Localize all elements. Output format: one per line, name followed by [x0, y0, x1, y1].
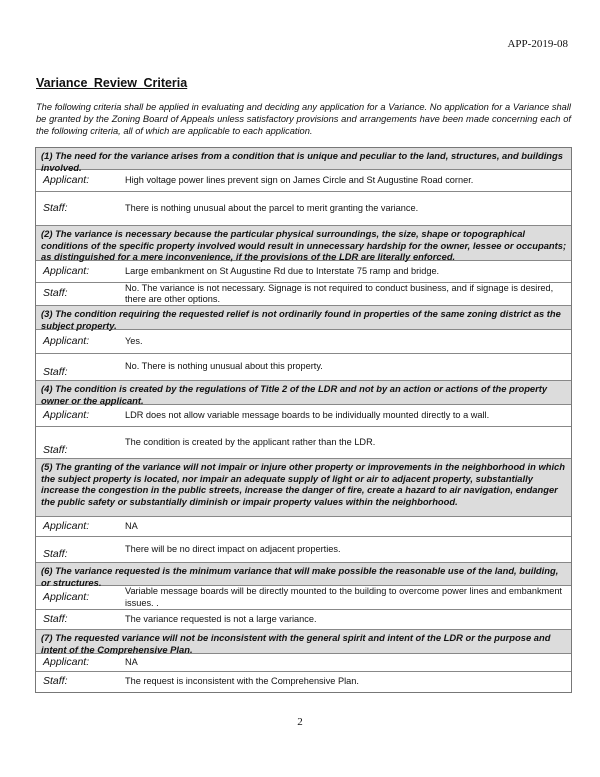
staff-label: Staff:: [43, 547, 68, 560]
applicant-label: Applicant:: [43, 655, 90, 668]
applicant-row: [36, 517, 571, 537]
staff-response: The request is inconsistent with the Comprehensive Plan.: [125, 676, 359, 687]
criteria-table: [35, 147, 572, 693]
criterion-heading: (1) The need for the variance arises from a condition that is unique and peculiar to the land, structures, and buildings involved.: [36, 148, 571, 170]
applicant-label: Applicant:: [43, 408, 90, 421]
staff-label: Staff:: [43, 201, 68, 214]
document-id: APP-2019-08: [507, 38, 568, 50]
page-number: 2: [297, 716, 303, 728]
applicant-row: [36, 586, 571, 610]
criterion-heading: (6) The variance requested is the minimum variance that will make possible the reasonable use of the land, building, or structures.: [36, 563, 571, 586]
staff-row: [36, 537, 571, 563]
applicant-response: Variable message boards will be directly mounted to the building to overcome power lines and embankment issues. .: [125, 586, 562, 608]
criterion-heading: (2) The variance is necessary because the particular physical surroundings, the size, shape or topographical conditions of the specific property involved would result in unnecessary hardship for the owner, lessee or occupants; as distinguished for a mere inconvenience, if the provisions of the LDR are literally enforced.: [36, 226, 571, 261]
applicant-response: NA: [125, 656, 138, 667]
staff-row: [36, 427, 571, 459]
applicant-row: [36, 654, 571, 672]
criterion-heading: (5) The granting of the variance will not impair or injure other property or improvements in the neighborhood in which the subject property is located, nor impair an adequate supply of light or air to adjacent property, substantially increase the congestion in the public streets, increase the danger of fire, create a hazard to air navigation, endanger the public safety or substantially diminish or impair property values within the neighborhood.: [36, 459, 571, 517]
applicant-row: [36, 405, 571, 427]
staff-row: [36, 192, 571, 226]
staff-response: There is nothing unusual about the parcel to merit granting the variance.: [125, 202, 419, 213]
staff-response: No. The variance is not necessary. Signage is not required to conduct business, and if signage is desired, there are other options.: [125, 282, 554, 304]
applicant-response: Large embankment on St Augustine Rd due to Interstate 75 ramp and bridge.: [125, 265, 440, 276]
applicant-label: Applicant:: [43, 264, 90, 277]
applicant-label: Applicant:: [43, 173, 90, 186]
applicant-response: NA: [125, 520, 138, 531]
staff-label: Staff:: [43, 612, 68, 625]
staff-response: The condition is created by the applicant rather than the LDR.: [125, 436, 376, 447]
staff-row: [36, 610, 571, 630]
criterion-heading: (3) The condition requiring the requested relief is not ordinarily found in properties of the same zoning district as the subject property.: [36, 306, 571, 330]
criterion-heading: (7) The requested variance will not be inconsistent with the general spirit and intent of the LDR or the purpose and intent of the Comprehensive Plan.: [36, 630, 571, 654]
staff-response: No. There is nothing unusual about this property.: [125, 361, 323, 372]
staff-row: [36, 283, 571, 306]
staff-label: Staff:: [43, 287, 68, 300]
applicant-row: [36, 330, 571, 354]
applicant-row: [36, 261, 571, 283]
staff-row: [36, 354, 571, 381]
staff-label: Staff:: [43, 675, 68, 688]
applicant-response: Yes.: [125, 335, 143, 346]
staff-response: There will be no direct impact on adjacent properties.: [125, 543, 341, 554]
staff-response: The variance requested is not a large variance.: [125, 613, 317, 624]
page-title: Variance Review Criteria: [36, 76, 188, 90]
applicant-row: [36, 170, 571, 192]
applicant-label: Applicant:: [43, 334, 90, 347]
applicant-response: LDR does not allow variable message boards to be individually mounted directly to a wall.: [125, 409, 490, 420]
staff-label: Staff:: [43, 443, 68, 456]
staff-label: Staff:: [43, 365, 68, 378]
staff-row: [36, 672, 571, 692]
criterion-heading: (4) The condition is created by the regulations of Title 2 of the LDR and not by an action or actions of the property owner or the applicant.: [36, 381, 571, 405]
applicant-label: Applicant:: [43, 519, 90, 532]
intro-paragraph: The following criteria shall be applied in evaluating and deciding any application for a Variance. No application for a Variance shall be granted by the Zoning Board of Appeals unless satisfactory provisions and arrangements have been made concerning each of the following criteria, all of which are applicable to each application.: [36, 102, 571, 136]
applicant-response: High voltage power lines prevent sign on James Circle and St Augustine Road corner.: [125, 174, 474, 185]
applicant-label: Applicant:: [43, 590, 90, 603]
